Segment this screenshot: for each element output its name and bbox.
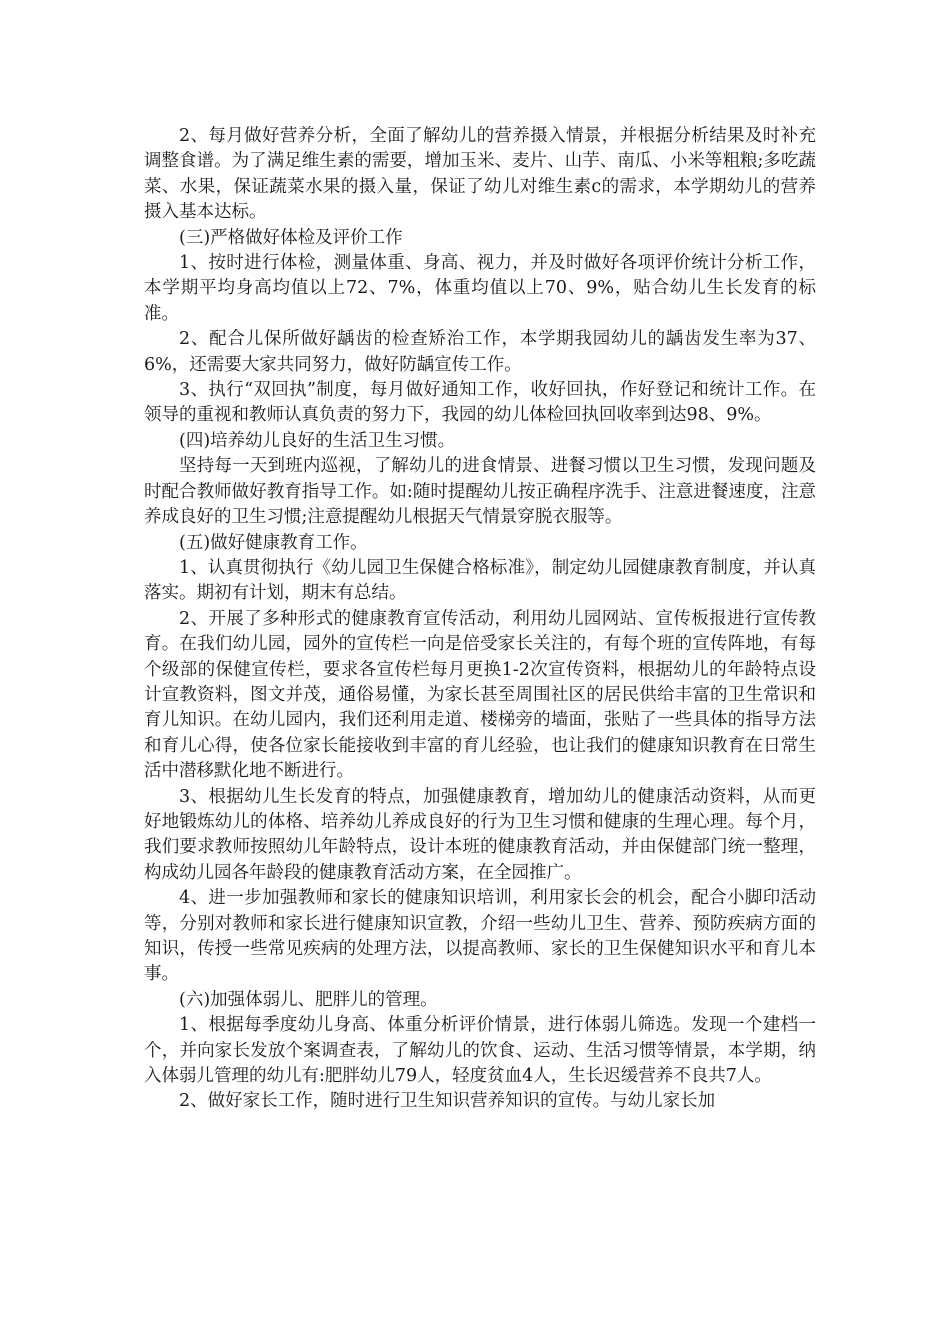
paragraph: 3、根据幼儿生长发育的特点，加强健康教育，增加幼儿的健康活动资料，从而更好地锻炼幼儿的体格、培养幼儿养成良好的行为卫生习惯和健康的生理心理。每个月，我们要求教师按照幼儿年龄特点，设计本班的健康教育活动，并由保健部门统一整理，构成幼儿园各年龄段的健康教育活动方案，在全园推广。 [144, 786, 816, 883]
paragraph: 1、认真贯彻执行《幼儿园卫生保健合格标准》，制定幼儿园健康教育制度，并认真落实。期初有计划，期末有总结。 [144, 557, 816, 604]
paragraph: 3、执行“双回执”制度，每月做好通知工作，收好回执，作好登记和统计工作。在领导的重视和教师认真负责的努力下，我园的幼儿体检回执回收率到达98、9%。 [144, 380, 816, 426]
paragraph: 4、进一步加强教师和家长的健康知识培训，利用家长会的机会，配合小脚印活动等，分别对教师和家长进行健康知识宣教，介绍一些幼儿卫生、营养、预防疾病方面的知识，传授一些常见疾病的处理方法，以提高教师、家长的卫生保健知识水平和育儿本事。 [144, 888, 816, 985]
paragraph: 2、配合儿保所做好龋齿的检查矫治工作，本学期我园幼儿的龋齿发生率为37、6%，还需要大家共同努力，做好防龋宣传工作。 [144, 329, 816, 375]
paragraph: 2、开展了多种形式的健康教育宣传活动，利用幼儿园网站、宣传板报进行宣传教育。在我们幼儿园，园外的宣传栏一向是倍受家长关注的，有每个班的宣传阵地，有每个级部的保健宣传栏，要求各宣传栏每月更换1-2次宣传资料，根据幼儿的年龄特点设计宣教资料，图文并茂，通俗易懂，为家长甚至周围社区的居民供给丰富的卫生常识和育儿知识。在幼儿园内，我们还利用走道、楼梯旁的墙面，张贴了一些具体的指导方法和育儿心得，使各位家长能接收到丰富的育儿经验，也让我们的健康知识教育在日常生活中潜移默化地不断进行。 [144, 608, 816, 782]
section-heading: (六)加强体弱儿、肥胖儿的管理。 [179, 989, 438, 1010]
paragraph: 2、每月做好营养分析，全面了解幼儿的营养摄入情景，并根据分析结果及时补充调整食谱。为了满足维生素的需要，增加玉米、麦片、山芋、南瓜、小米等粗粮;多吃蔬菜、水果，保证蔬菜水果的摄入量，保证了幼儿对维生素c的需求，本学期幼儿的营养摄入基本达标。 [144, 126, 816, 223]
section-heading: (五)做好健康教育工作。 [179, 532, 368, 553]
paragraph: 1、按时进行体检，测量体重、身高、视力，并及时做好各项评价统计分析工作，本学期平均身高均值以上72、7%，体重均值以上70、9%，贴合幼儿生长发育的标准。 [144, 253, 816, 324]
section-heading: (四)培养幼儿良好的生活卫生习惯。 [179, 430, 456, 451]
paragraph: 坚持每一天到班内巡视，了解幼儿的进食情景、进餐习惯以卫生习惯，发现问题及时配合教师做好教育指导工作。如:随时提醒幼儿按正确程序洗手、注意进餐速度，注意养成良好的卫生习惯;注意提醒幼儿根据天气情景穿脱衣服等。 [144, 456, 816, 528]
paragraph: 1、根据每季度幼儿身高、体重分析评价情景，进行体弱儿筛选。发现一个建档一个，并向家长发放个案调查表，了解幼儿的饮食、运动、生活习惯等情景，本学期，纳入体弱儿管理的幼儿有:肥胖幼儿79人，轻度贫血4人，生长迟缓营养不良共7人。 [144, 1015, 816, 1087]
document-body [144, 124, 816, 1115]
section-heading: (三)严格做好体检及评价工作 [179, 227, 403, 248]
paragraph: 2、做好家长工作，随时进行卫生知识营养知识的宣传。与幼儿家长加 [179, 1091, 716, 1112]
